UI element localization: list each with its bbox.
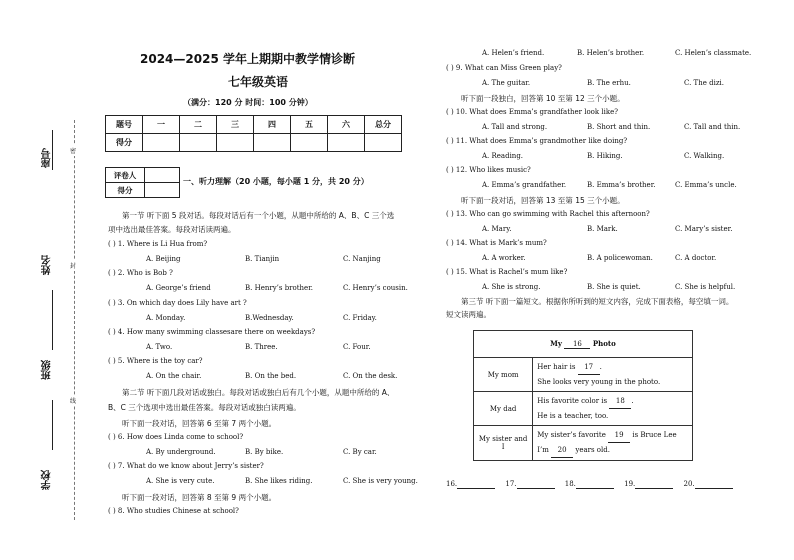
score-cell[interactable] bbox=[217, 134, 254, 152]
option[interactable]: C. Henry’s cousin. bbox=[343, 284, 408, 292]
exam-meta: （满分：120 分 时间：100 分钟） bbox=[183, 98, 313, 107]
option[interactable]: A. Beijing bbox=[146, 255, 181, 263]
school-label: 学校 bbox=[42, 470, 53, 490]
row-text: My sister’s favorite bbox=[537, 431, 606, 439]
option[interactable]: B. Emma’s brother. bbox=[587, 181, 656, 189]
option[interactable]: C. Helen’s classmate. bbox=[675, 49, 752, 57]
seal-dashed-line bbox=[74, 120, 75, 520]
question: ( ) 6. How does Linda come to school? bbox=[108, 433, 244, 441]
option[interactable]: A. A worker. bbox=[482, 254, 526, 262]
row-text: . bbox=[631, 397, 634, 405]
row-text: Her hair is bbox=[537, 363, 576, 371]
answer-blank[interactable] bbox=[635, 480, 673, 489]
row-text: . bbox=[599, 363, 602, 371]
option[interactable]: B. She likes riding. bbox=[245, 477, 313, 485]
option[interactable]: B. On the bed. bbox=[245, 372, 297, 380]
question: ( ) 11. What does Emma’s grandmother like doing? bbox=[446, 137, 628, 145]
option[interactable]: C. Emma’s uncle. bbox=[675, 181, 737, 189]
option[interactable]: C. Nanjing bbox=[343, 255, 381, 263]
binding-line bbox=[52, 290, 53, 350]
row-text: She looks very young in the photo. bbox=[537, 378, 661, 386]
seal-char-xian: 线 bbox=[70, 395, 76, 406]
row-content bbox=[533, 426, 693, 461]
exam-subtitle: 七年级英语 bbox=[228, 75, 289, 89]
blank-20[interactable]: 20 bbox=[551, 443, 573, 458]
score-cell[interactable] bbox=[328, 134, 365, 152]
option[interactable]: C. On the desk. bbox=[343, 372, 398, 380]
binding-line bbox=[52, 400, 53, 450]
option[interactable]: B. Helen’s brother. bbox=[577, 49, 645, 57]
question: ( ) 1. Where is Li Hua from? bbox=[108, 240, 208, 248]
name-label: 姓名 bbox=[42, 255, 53, 275]
question: ( ) 12. Who likes music? bbox=[446, 166, 531, 174]
option[interactable]: C. Four. bbox=[343, 343, 371, 351]
question: ( ) 5. Where is the toy car? bbox=[108, 357, 203, 365]
option[interactable]: C. By car. bbox=[343, 448, 377, 456]
option[interactable]: A. Mary. bbox=[482, 225, 512, 233]
grader-label: 评卷人 bbox=[106, 168, 145, 183]
answer-number: 17. bbox=[505, 480, 517, 488]
option[interactable]: B. Hiking. bbox=[587, 152, 623, 160]
option[interactable]: A. She is strong. bbox=[482, 283, 541, 291]
score-cell[interactable] bbox=[180, 134, 217, 152]
question: ( ) 8. Who studies Chinese at school? bbox=[108, 507, 239, 515]
option[interactable]: C. She is very young. bbox=[343, 477, 418, 485]
option[interactable]: A. Emma’s grandfather. bbox=[482, 181, 567, 189]
listen-instruction: 听下面一段对话，回答第 13 至第 15 三个小题。 bbox=[461, 196, 625, 205]
option[interactable]: B.Wednesday. bbox=[245, 314, 294, 322]
score-cell: 题号 bbox=[106, 116, 143, 134]
blank-16[interactable]: 16 bbox=[564, 340, 590, 349]
option[interactable]: B. Tianjin bbox=[245, 255, 280, 263]
score-cell[interactable] bbox=[365, 134, 402, 152]
score-value-row bbox=[106, 134, 402, 152]
option[interactable]: A. The guitar. bbox=[482, 79, 531, 87]
section-heading: 一、听力理解（20 小题，每小题 1 分，共 20 分） bbox=[183, 177, 369, 186]
option[interactable]: A. Helen’s friend. bbox=[482, 49, 545, 57]
option[interactable]: B. She is quiet. bbox=[587, 283, 641, 291]
option[interactable]: C. Mary’s sister. bbox=[675, 225, 733, 233]
grader-label: 得分 bbox=[106, 183, 145, 198]
option[interactable]: C. Friday. bbox=[343, 314, 377, 322]
answer-blank[interactable] bbox=[457, 480, 495, 489]
option[interactable]: A. On the chair. bbox=[146, 372, 202, 380]
part2-intro: B、C 三个选项中选出最佳答案。每段对话或独白读两遍。 bbox=[108, 403, 301, 412]
part1-intro: 第一节 听下面 5 段对话。每段对话后有一个小题，从题中所给的 A、B、C 三个选 bbox=[122, 211, 395, 220]
option[interactable]: B. The erhu. bbox=[587, 79, 631, 87]
option[interactable]: B. Henry’s brother. bbox=[245, 284, 314, 292]
option[interactable]: C. A doctor. bbox=[675, 254, 717, 262]
blank-18[interactable]: 18 bbox=[609, 394, 631, 409]
answer-number: 16. bbox=[446, 480, 458, 488]
photo-table-title bbox=[474, 331, 693, 358]
grader-cell[interactable] bbox=[145, 168, 180, 183]
option[interactable]: A. George’s friend bbox=[146, 284, 211, 292]
score-cell: 二 bbox=[180, 116, 217, 134]
part3-intro: 短文读两遍。 bbox=[446, 310, 491, 319]
part3-intro: 第三节 听下面一篇短文。根据你所听到的短文内容，完成下面表格，每空填一词。 bbox=[461, 297, 734, 306]
answer-line bbox=[446, 480, 733, 489]
option[interactable]: C. Walking. bbox=[684, 152, 725, 160]
class-label: 班级 bbox=[42, 360, 53, 380]
answer-number: 19. bbox=[624, 480, 636, 488]
score-table bbox=[105, 115, 402, 152]
option[interactable]: B. By bike. bbox=[245, 448, 284, 456]
question: ( ) 4. How many swimming classesare there on weekdays? bbox=[108, 328, 316, 336]
option[interactable]: A. Reading. bbox=[482, 152, 524, 160]
question: ( ) 10. What does Emma’s grandfather look like? bbox=[446, 108, 618, 116]
answer-number: 20. bbox=[683, 480, 695, 488]
option[interactable]: B. Short and thin. bbox=[587, 123, 651, 131]
seal-char-mi: 密 bbox=[70, 145, 76, 156]
blank-19[interactable]: 19 bbox=[608, 428, 630, 443]
part2-intro: 第二节 听下面几段对话或独白。每段对话或独白后有几个小题，从题中所给的 A、 bbox=[122, 388, 395, 397]
answer-blank[interactable] bbox=[576, 480, 614, 489]
option[interactable]: A. Two. bbox=[146, 343, 173, 351]
exam-title: 2024—2025 学年上期期中教学情诊断 bbox=[140, 52, 355, 66]
question: ( ) 13. Who can go swimming with Rachel this afternoon? bbox=[446, 210, 650, 218]
score-cell[interactable] bbox=[143, 134, 180, 152]
score-cell: 五 bbox=[291, 116, 328, 134]
score-cell: 三 bbox=[217, 116, 254, 134]
row-content bbox=[533, 358, 693, 392]
score-cell: 总分 bbox=[365, 116, 402, 134]
seat-label: 座号 bbox=[42, 148, 53, 168]
listen-instruction: 听下面一段对话，回答第 8 至第 9 两个小题。 bbox=[122, 493, 277, 502]
option[interactable]: A. She is very cute. bbox=[146, 477, 215, 485]
score-cell: 一 bbox=[143, 116, 180, 134]
question: ( ) 14. What is Mark’s mum? bbox=[446, 239, 547, 247]
option[interactable]: A. Monday. bbox=[146, 314, 186, 322]
blank-17[interactable]: 17 bbox=[578, 360, 600, 375]
row-label: My mom bbox=[474, 358, 533, 392]
seal-char-feng: 封 bbox=[70, 260, 76, 271]
row-text: He is a teacher, too. bbox=[537, 412, 609, 420]
question: ( ) 3. On which day does Lily have art ? bbox=[108, 299, 247, 307]
option[interactable]: B. Mark. bbox=[587, 225, 618, 233]
option[interactable]: B. A policewoman. bbox=[587, 254, 653, 262]
row-text: is Bruce Lee bbox=[632, 431, 677, 439]
row-text: I’m bbox=[537, 446, 549, 454]
photo-title-pre: My bbox=[550, 339, 562, 348]
grader-cell[interactable] bbox=[145, 183, 180, 198]
question: ( ) 7. What do we know about Jerry’s sister? bbox=[108, 462, 264, 470]
part1-intro: 项中选出最佳答案。每段对话读两遍。 bbox=[108, 225, 236, 234]
photo-title-post: Photo bbox=[592, 339, 616, 348]
row-text: His favorite color is bbox=[537, 397, 608, 405]
score-cell: 六 bbox=[328, 116, 365, 134]
question: ( ) 2. Who is Bob ? bbox=[108, 269, 173, 277]
row-content bbox=[533, 392, 693, 426]
row-text: years old. bbox=[575, 446, 610, 454]
listen-instruction: 听下面一段独白，回答第 10 至第 12 三个小题。 bbox=[461, 94, 625, 103]
grader-table bbox=[105, 167, 180, 198]
row-label: My dad bbox=[474, 392, 533, 426]
score-cell: 得分 bbox=[106, 134, 143, 152]
row-label: My sister and I bbox=[474, 426, 533, 461]
score-header-row bbox=[106, 116, 402, 134]
option[interactable]: C. Tall and thin. bbox=[684, 123, 741, 131]
score-cell[interactable] bbox=[254, 134, 291, 152]
option[interactable]: A. Tall and strong. bbox=[482, 123, 548, 131]
option[interactable]: B. Three. bbox=[245, 343, 278, 351]
answer-number: 18. bbox=[564, 480, 576, 488]
option[interactable]: A. By underground. bbox=[146, 448, 216, 456]
score-cell: 四 bbox=[254, 116, 291, 134]
answer-blank[interactable] bbox=[517, 480, 555, 489]
option[interactable]: C. The dizi. bbox=[684, 79, 724, 87]
question: ( ) 9. What can Miss Green play? bbox=[446, 64, 562, 72]
question: ( ) 15. What is Rachel’s mum like? bbox=[446, 268, 568, 276]
score-cell[interactable] bbox=[291, 134, 328, 152]
option[interactable]: C. She is helpful. bbox=[675, 283, 736, 291]
listen-instruction: 听下面一段对话，回答第 6 至第 7 两个小题。 bbox=[122, 419, 277, 428]
answer-blank[interactable] bbox=[695, 480, 733, 489]
photo-table bbox=[473, 330, 693, 461]
